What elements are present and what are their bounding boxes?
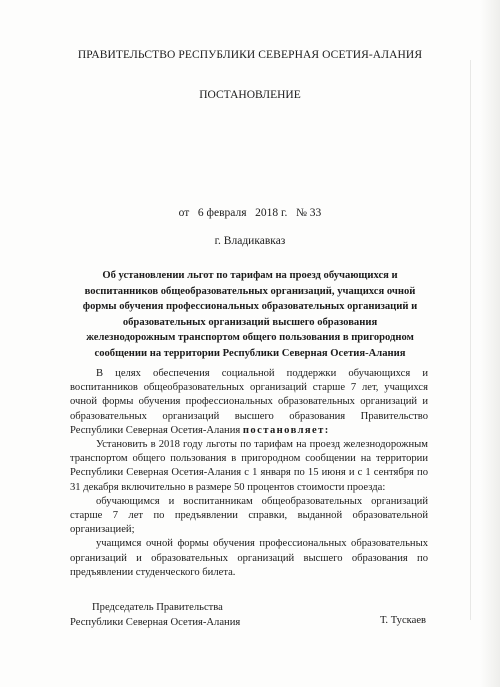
title-line: формы обучения профессиональных образовательных организаций и xyxy=(82,301,418,313)
position-line: Председатель Правительства xyxy=(92,602,223,613)
position-line: Республики Северная Осетия-Алания xyxy=(70,616,241,628)
city: г. Владикавказ xyxy=(214,235,286,247)
preamble-text: В целях обеспечения социальной поддержки обучающихся и воспитанников общеобразовательных организаций старше 7 лет, учащихся очной формы обучения профессиональных образовательных организаций и образовательных организаций высшего образования Правительство Республики Северная Осетия-Алания xyxy=(70,368,428,436)
signatory-name: Т. Тускаев xyxy=(380,615,427,626)
title-line: сообщении на территории Республики Северная Осетия-Алания xyxy=(94,347,406,359)
paragraph-pupils: обучающимся и воспитанникам общеобразовательных организаций старше 7 лет по предъявлении справки, выданной образовательной организацией; xyxy=(70,495,428,536)
document-body xyxy=(70,367,428,580)
date-prefix: от xyxy=(178,207,190,219)
document-title xyxy=(60,268,440,362)
title-line: воспитанников общеобразовательных организаций, учащихся очной xyxy=(84,285,416,297)
date-value: 6 февраля xyxy=(197,207,247,219)
title-line: Об установлении льгот по тарифам на проезд обучающихся и xyxy=(102,270,398,281)
government-heading: ПРАВИТЕЛЬСТВО РЕСПУБЛИКИ СЕВЕРНАЯ ОСЕТИЯ-АЛАНИЯ xyxy=(77,49,423,61)
paragraph-students: учащимся очной формы обучения профессиональных образовательных организаций и образовательных организаций высшего образования по предъявлении студенческого билета. xyxy=(70,538,428,578)
paragraph-resolution: Установить в 2018 году льготы по тарифам на проезд железнодорожным транспортом общего пользования в пригородном сообщении на территории Республики Северная Осетия-Алания с 1 января по 15 июня и с 1 сентября по 31 декабря включительно в размере 50 процентов стоимости проезда: xyxy=(70,439,428,493)
resolution-keyword: постановляет: xyxy=(242,424,330,436)
date-line xyxy=(0,207,500,219)
document-number: № 33 xyxy=(295,207,322,219)
date-year: 2018 г. xyxy=(255,207,288,219)
signatory-position xyxy=(70,601,240,630)
title-line: образовательных организаций высшего образования xyxy=(122,316,378,328)
document-type: ПОСТАНОВЛЕНИЕ xyxy=(199,89,301,101)
title-line: железнодорожным транспортом общего пользования в пригородном xyxy=(86,332,414,344)
scan-edge-shadow xyxy=(480,0,500,687)
paragraph-preamble xyxy=(70,367,428,438)
scan-fold-line xyxy=(470,60,471,620)
